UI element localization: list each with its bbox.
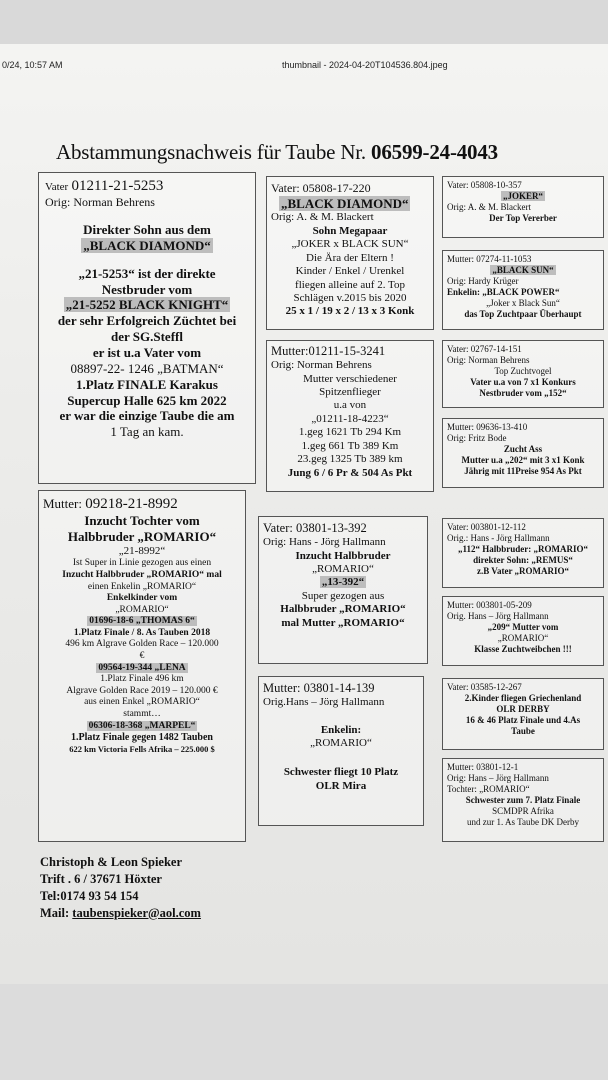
mutter-line2: Halbbruder „ROMARIO“ [67,529,217,545]
mmm-line1: Mutter: 03801-12-1 [447,762,519,772]
box-vm-vater [442,340,604,408]
box-vater-vater [266,176,434,330]
title-number: 06599-24-4043 [371,140,498,164]
mmv-line1: Vater: 03585-12-267 [447,682,522,692]
mutter-line1: Inzucht Tochter vom [84,513,200,529]
mutter-line10: 1.Platz Finale / 8. As Tauben 2018 [73,627,211,638]
mmm-line2: Orig: Hans – Jörg Hallmann [447,772,549,783]
vv-line9: Schlägen v.2015 bis 2020 [293,291,407,304]
page-title [56,140,498,165]
mmm-line3: Tochter: „ROMARIO“ [447,783,530,794]
vmv-line1: Vater: 02767-14-151 [447,344,522,354]
mutter-line16: aus einen Enkel „ROMARIO“ [84,697,200,708]
mutter-line18 [43,721,241,733]
vm-line1: Mutter:01211-15-3241 [271,344,386,358]
mv-line7: Halbbruder „ROMARIO“ [280,603,406,616]
mmm-line4: Schwester zum 7. Platz Finale [465,794,581,805]
vvm-line3: Orig: Hardy Krüger [447,275,519,286]
mv-line3: Inzucht Halbbruder [295,549,391,562]
vvv-line4: Der Top Vererber [489,212,557,223]
contact-mail-link[interactable]: taubenspieker@aol.com [72,905,201,920]
mutter-line6: einen Enkelin „ROMARIO“ [87,581,197,592]
vmm-line5: Jährig mit 11Preise 954 As Pkt [464,465,582,476]
vm-line10: Jung 6 / 6 Pr & 504 As Pkt [287,466,413,479]
mutter-line13 [43,663,241,675]
mmv-line2: 2.Kinder fliegen Griechenland [464,692,582,703]
vv-line3: Orig: A. & M. Blackert [271,211,374,224]
contact-mail-label: Mail: [40,905,70,920]
vater-line13: 1 Tag an kam. [110,424,184,440]
mvv-line1: Vater: 003801-12-112 [447,522,526,532]
box-vater-mutter [266,340,434,492]
vater-line2-text: „BLACK DIAMOND“ [83,237,211,253]
mvv-line5: z.B Vater „ROMARIO“ [476,565,570,576]
vater-line11: Supercup Halle 625 km 2022 [67,392,227,408]
vv-line5: „JOKER x BLACK SUN“ [291,238,409,251]
box-mutter [38,490,246,842]
vater-line3: „21-5253“ ist der direkte [78,265,216,281]
vvm-line1: Mutter: 07274-11-1053 [447,254,532,264]
box-mm-mutter [442,758,604,842]
mmv-line4: 16 & 46 Platz Finale und 4.As [465,714,581,725]
box-mv-vater [442,518,604,588]
vvm-line2 [447,265,599,276]
contact-phone: Tel:0174 93 54 154 [40,888,139,903]
mutter-line8: „ROMARIO“ [115,604,169,615]
mv-line4: „ROMARIO“ [312,563,374,576]
box-vater [38,172,256,484]
vater-line6: der sehr Erfolgreich Züchtet bei [57,313,237,329]
contact-address: Trift . 6 / 37671 Höxter [40,871,162,886]
mutter-line7: Enkelkinder vom [106,593,178,604]
print-filename: thumbnail - 2024-04-20T104536.804.jpeg [282,60,448,70]
vv-line4: Sohn Megapaar [312,224,388,237]
vv-line8: fliegen alleine auf 2. Top [295,278,405,291]
box-vv-mutter [442,250,604,330]
mutter-line20: 622 km Victoria Fells Afrika – 225.000 $ [69,744,215,755]
mvm-line1: Mutter: 003801-05-209 [447,600,532,610]
vv-line7: Kinder / Enkel / Urenkel [295,265,405,278]
mm-line3: Enkelin: [320,723,362,736]
vmv-line3: Top Zuchtvogel [494,365,552,376]
mm-line1: Mutter: 03801-14-139 [263,681,375,695]
mv-line1: Vater: 03801-13-392 [263,521,367,535]
mutter-line18-text: 06306-18-368 „MARPEL“ [88,720,196,731]
mutter-line14: 1.Platz Finale 496 km [100,674,184,685]
mvv-line2: Orig.: Hans - Jörg Hallmann [447,532,550,543]
vater-line1: Direkter Sohn aus dem [83,221,211,237]
vm-line5: u.a von [333,399,367,412]
box-mm-vater [442,678,604,750]
vm-line7: 1.geg 1621 Tb 294 Km [298,426,402,439]
box-vm-mutter [442,418,604,488]
mutter-line5: Inzucht Halbbruder „ROMARIO“ mal [62,570,222,580]
vvm-line5: „Joker x Black Sun“ [486,297,560,308]
mutter-line9 [43,616,241,628]
mutter-line4: Ist Super in Linie gezogen aus einen [72,558,212,569]
mutter-line15: Algrave Golden Race 2019 – 120.000 € [66,685,218,696]
vmv-line2: Orig: Norman Behrens [447,354,530,365]
mm-line2: Orig.Hans – Jörg Hallmann [263,696,385,709]
mutter-line12: € [139,651,145,662]
vv-line2 [271,196,429,212]
title-prefix: Abstammungsnachweis für Taube Nr. [56,140,366,164]
mutter-line11: 496 km Algrave Golden Race – 120.000 [65,639,219,650]
contact-block [40,854,201,922]
vater-line8: er ist u.a Vater vom [92,344,202,360]
mvv-line4: direkter Sohn: „REMUS“ [473,554,573,565]
mv-line2: Orig: Hans - Jörg Hallmann [263,536,386,549]
mmv-line3: OLR DERBY [496,703,550,714]
vv-line6: Die Ära der Eltern ! [306,251,394,264]
vater-line2 [45,238,249,254]
mutter-line3: „21-8992“ [118,545,166,558]
vm-line6: „01211-18-4223“ [311,412,389,425]
print-timestamp: 0/24, 10:57 AM [2,60,63,70]
background-surface [0,984,608,1080]
vv-line1: Vater: 05808-17-220 [271,181,371,195]
mmm-line6: und zur 1. As Taube DK Derby [467,816,579,827]
vvm-line4: Enkelin: „BLACK POWER“ [447,286,560,297]
mvm-line5: Klasse Zuchtweibchen !!! [474,643,572,654]
mutter-line19: 1.Platz Finale gegen 1482 Tauben [71,732,213,744]
vater-line5 [45,297,249,313]
vater-line12: er war die einzige Taube die am [59,408,235,424]
vvm-line6: das Top Zuchtpaar Überhaupt [464,308,582,319]
box-mutter-vater [258,516,428,664]
vmv-line5: Nestbruder vom „152“ [479,387,567,398]
vater-line9: 08897-22- 1246 „BATMAN“ [70,360,224,376]
vmm-line4: Mutter u.a „202“ mit 3 x1 Konk [461,454,585,465]
vater-header [45,177,249,195]
mm-line6: OLR Mira [315,779,367,792]
mv-line6: Super gezogen aus [301,589,385,602]
vm-line3: Mutter verschiedener [303,372,397,385]
mmm-line5: SCMDPR Afrika [492,805,554,816]
vater-line5-text: „21-5252 BLACK KNIGHT“ [65,297,229,313]
vmv-line4: Vater u.a von 7 x1 Konkurs [470,376,576,387]
mvm-line4: „ROMARIO“ [497,632,549,643]
mutter-header [43,495,241,513]
box-mv-mutter [442,596,604,666]
vv-line10: 25 x 1 / 19 x 2 / 13 x 3 Konk [285,305,415,318]
vm-line8: 1.geg 661 Tb 389 Km [301,439,399,452]
mvm-line2: Orig. Hans – Jörg Hallmann [447,610,549,621]
mm-line4: „ROMARIO“ [310,737,372,750]
vvv-line2 [447,191,599,202]
mutter-ring: 09218-21-8992 [85,496,178,512]
mutter-label: Mutter: [43,496,82,511]
mv-line8: mal Mutter „ROMARIO“ [281,616,405,629]
vm-line4: Spitzenflieger [319,386,381,399]
mvv-line3: „112“ Halbbruder: „ROMARIO“ [457,543,588,554]
box-vv-vater [442,176,604,238]
vm-line2: Orig: Norman Behrens [271,359,372,372]
mmv-line5: Taube [511,725,535,736]
vv-line2-text: „BLACK DIAMOND“ [281,195,409,211]
vater-line10: 1.Platz FINALE Karakus [76,376,218,392]
mutter-line13-text: 09564-19-344 „LENA [98,662,186,673]
mutter-line9-text: 01696-18-6 „THOMAS 6“ [89,616,195,627]
vater-label: Vater [45,181,69,193]
mv-line5-text: „13-392“ [321,576,365,589]
vater-ring: 01211-21-5253 [71,178,164,194]
vater-line4: Nestbruder vom [101,281,193,297]
mv-line5 [263,576,423,589]
vvv-line2-text: „JOKER“ [502,190,543,201]
mvm-line3: „209“ Mutter vom [487,621,559,632]
box-mutter-mutter [258,676,424,826]
contact-mail-row [40,905,201,922]
vmm-line3: Zucht Ass [503,443,543,454]
mm-line5: Schwester fliegt 10 Platz [283,766,399,779]
vater-orig: Orig: Norman Behrens [45,195,155,210]
vater-line7: der SG.Steffl [111,329,183,345]
vvm-line2-text: „BLACK SUN“ [492,264,554,275]
vm-line9: 23.geg 1325 Tb 389 km [297,453,403,466]
mutter-line17: stammt… [123,708,161,719]
vvv-line1: Vater: 05808-10-357 [447,180,522,190]
vmm-line2: Orig: Fritz Bode [447,432,507,443]
contact-name: Christoph & Leon Spieker [40,855,183,869]
vmm-line1: Mutter: 09636-13-410 [447,422,528,432]
vvv-line3: Orig: A. & M. Blackert [447,201,531,212]
